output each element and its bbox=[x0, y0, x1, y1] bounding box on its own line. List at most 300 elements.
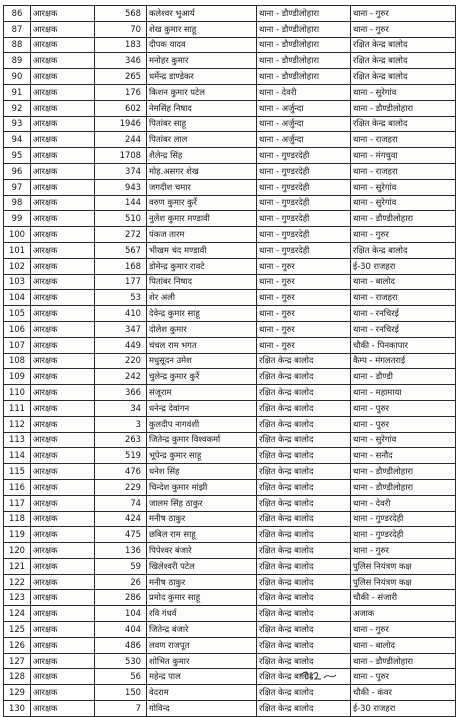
badge-number-cell: 59 bbox=[95, 558, 147, 574]
rank-cell: आरक्षक bbox=[31, 590, 95, 606]
rank-cell: आरक्षक bbox=[31, 543, 95, 559]
employee-name-cell: कुलदीप नागवंशी bbox=[147, 416, 257, 432]
badge-number-cell: 56 bbox=[95, 669, 147, 685]
new-posting-cell: थाना - महामाया bbox=[351, 385, 456, 401]
employee-name-cell: प्रमोद कुमार साहू bbox=[147, 590, 257, 606]
new-posting-cell: थाना - डौण्डीलोहारा bbox=[351, 464, 456, 480]
table-row bbox=[4, 242, 456, 258]
badge-number-cell: 347 bbox=[95, 321, 147, 337]
badge-number-cell: 34 bbox=[95, 400, 147, 416]
serial-number-cell: 110 bbox=[4, 385, 31, 401]
table-row bbox=[4, 653, 456, 669]
current-posting-cell: थाना - अर्जुन्दा bbox=[257, 116, 351, 132]
serial-number-cell: 106 bbox=[4, 321, 31, 337]
employee-name-cell: दीपक यादव bbox=[147, 37, 257, 53]
new-posting-cell: थाना - देवरी bbox=[351, 495, 456, 511]
table-row bbox=[4, 69, 456, 85]
employee-name-cell: शेख कुमार साहू bbox=[147, 21, 257, 37]
badge-number-cell: 70 bbox=[95, 21, 147, 37]
badge-number-cell: 74 bbox=[95, 495, 147, 511]
current-posting-cell: थाना - डौण्डीलोहारा bbox=[257, 6, 351, 22]
document-sheet bbox=[3, 5, 455, 713]
current-posting-cell: रक्षित केन्द्र बालोद bbox=[257, 464, 351, 480]
badge-number-cell: 1708 bbox=[95, 148, 147, 164]
rank-cell: आरक्षक bbox=[31, 163, 95, 179]
current-posting-cell: रक्षित केन्द्र बालोद bbox=[257, 622, 351, 638]
current-posting-cell: थाना - गुण्डरदेही bbox=[257, 163, 351, 179]
current-posting-cell: थाना - गुण्डरदेही bbox=[257, 179, 351, 195]
rank-cell: आरक्षक bbox=[31, 211, 95, 227]
current-posting-cell: रक्षित केन्द्र बालोद bbox=[257, 400, 351, 416]
serial-number-cell: 92 bbox=[4, 100, 31, 116]
table-row bbox=[4, 337, 456, 353]
badge-number-cell: 229 bbox=[95, 479, 147, 495]
employee-name-cell: जितेन्द्र कुमार विश्वकर्मा bbox=[147, 432, 257, 448]
rank-cell: आरक्षक bbox=[31, 416, 95, 432]
rank-cell: आरक्षक bbox=[31, 195, 95, 211]
serial-number-cell: 129 bbox=[4, 685, 31, 701]
serial-number-cell: 114 bbox=[4, 448, 31, 464]
employee-name-cell: मनीष ठाकुर bbox=[147, 511, 257, 527]
badge-number-cell: 7 bbox=[95, 701, 147, 717]
current-posting-cell: रक्षित केन्द्र बालोद bbox=[257, 669, 351, 685]
employee-name-cell: खिलेश्वरी पटेल bbox=[147, 558, 257, 574]
rank-cell: आरक्षक bbox=[31, 306, 95, 322]
employee-name-cell: महेन्द्र पाल bbox=[147, 669, 257, 685]
new-posting-cell: थाना - गुण्डरदेही bbox=[351, 511, 456, 527]
table-row bbox=[4, 163, 456, 179]
employee-name-cell: धर्मेन्द्र डाण्डेकर bbox=[147, 69, 257, 85]
badge-number-cell: 943 bbox=[95, 179, 147, 195]
employee-name-cell: शोभित कुमार bbox=[147, 653, 257, 669]
table-row bbox=[4, 669, 456, 685]
current-posting-cell: रक्षित केन्द्र बालोद bbox=[257, 495, 351, 511]
badge-number-cell: 510 bbox=[95, 211, 147, 227]
badge-number-cell: 602 bbox=[95, 100, 147, 116]
rank-cell: आरक्षक bbox=[31, 479, 95, 495]
table-row bbox=[4, 306, 456, 322]
employee-name-cell: शेर अली bbox=[147, 290, 257, 306]
table-row bbox=[4, 416, 456, 432]
new-posting-cell: थाना - सनौद bbox=[351, 448, 456, 464]
new-posting-cell: रक्षित केन्द्र बालोद bbox=[351, 53, 456, 69]
table-row bbox=[4, 179, 456, 195]
new-posting-cell: चौकी - कंवर bbox=[351, 685, 456, 701]
serial-number-cell: 116 bbox=[4, 479, 31, 495]
current-posting-cell: रक्षित केन्द्र बालोद bbox=[257, 606, 351, 622]
current-posting-cell: रक्षित केन्द्र बालोद bbox=[257, 558, 351, 574]
handwritten-signature bbox=[298, 669, 338, 682]
rank-cell: आरक्षक bbox=[31, 574, 95, 590]
badge-number-cell: 410 bbox=[95, 306, 147, 322]
current-posting-cell: रक्षित केन्द्र बालोद bbox=[257, 590, 351, 606]
new-posting-cell: रक्षित केन्द्र बालोद bbox=[351, 242, 456, 258]
table-row bbox=[4, 495, 456, 511]
table-row bbox=[4, 321, 456, 337]
current-posting-cell: रक्षित केन्द्र बालोद bbox=[257, 653, 351, 669]
current-posting-cell: थाना - गुण्डरदेही bbox=[257, 148, 351, 164]
table-row bbox=[4, 464, 456, 480]
new-posting-cell: ई-30 राजहरा bbox=[351, 258, 456, 274]
serial-number-cell: 104 bbox=[4, 290, 31, 306]
current-posting-cell: थाना - अर्जुन्दा bbox=[257, 132, 351, 148]
current-posting-cell: थाना - अर्जुन्दा bbox=[257, 100, 351, 116]
serial-number-cell: 130 bbox=[4, 701, 31, 717]
rank-cell: आरक्षक bbox=[31, 84, 95, 100]
serial-number-cell: 99 bbox=[4, 211, 31, 227]
serial-number-cell: 115 bbox=[4, 464, 31, 480]
rank-cell: आरक्षक bbox=[31, 385, 95, 401]
rank-cell: आरक्षक bbox=[31, 400, 95, 416]
employee-name-cell: पिपेश्वर बंजारे bbox=[147, 543, 257, 559]
serial-number-cell: 90 bbox=[4, 69, 31, 85]
rank-cell: आरक्षक bbox=[31, 337, 95, 353]
rank-cell: आरक्षक bbox=[31, 464, 95, 480]
serial-number-cell: 93 bbox=[4, 116, 31, 132]
employee-name-cell: गोविन्द bbox=[147, 701, 257, 717]
new-posting-cell: रक्षित केन्द्र बालोद bbox=[351, 37, 456, 53]
new-posting-cell: थाना - गुरुर bbox=[351, 21, 456, 37]
new-posting-cell: पुलिस नियंत्रण कक्ष bbox=[351, 574, 456, 590]
current-posting-cell: थाना - गुरुर bbox=[257, 258, 351, 274]
current-posting-cell: थाना - गुरुर bbox=[257, 306, 351, 322]
serial-number-cell: 118 bbox=[4, 511, 31, 527]
new-posting-cell: थाना - डौण्डीलोहारा bbox=[351, 211, 456, 227]
current-posting-cell: थाना - गुण्डरदेही bbox=[257, 242, 351, 258]
rank-cell: आरक्षक bbox=[31, 148, 95, 164]
serial-number-cell: 97 bbox=[4, 179, 31, 195]
employee-name-cell: चुलेन्द्र कुमार कुर्रे bbox=[147, 369, 257, 385]
badge-number-cell: 486 bbox=[95, 637, 147, 653]
current-posting-cell: रक्षित केन्द्र बालोद bbox=[257, 527, 351, 543]
serial-number-cell: 88 bbox=[4, 37, 31, 53]
employee-name-cell: जितेन्द्र बंजारे bbox=[147, 622, 257, 638]
serial-number-cell: 102 bbox=[4, 258, 31, 274]
rank-cell: आरक्षक bbox=[31, 132, 95, 148]
serial-number-cell: 111 bbox=[4, 400, 31, 416]
serial-number-cell: 125 bbox=[4, 622, 31, 638]
serial-number-cell: 108 bbox=[4, 353, 31, 369]
serial-number-cell: 123 bbox=[4, 590, 31, 606]
serial-number-cell: 128 bbox=[4, 669, 31, 685]
rank-cell: आरक्षक bbox=[31, 653, 95, 669]
badge-number-cell: 53 bbox=[95, 290, 147, 306]
rank-cell: आरक्षक bbox=[31, 179, 95, 195]
new-posting-cell: थाना - रनचिरई bbox=[351, 321, 456, 337]
serial-number-cell: 107 bbox=[4, 337, 31, 353]
current-posting-cell: रक्षित केन्द्र बालोद bbox=[257, 448, 351, 464]
new-posting-cell: अजाक bbox=[351, 606, 456, 622]
table-row bbox=[4, 685, 456, 701]
new-posting-cell: थाना - डौण्डी bbox=[351, 369, 456, 385]
new-posting-cell: थाना - राजहरा bbox=[351, 290, 456, 306]
serial-number-cell: 121 bbox=[4, 558, 31, 574]
table-row bbox=[4, 53, 456, 69]
current-posting-cell: रक्षित केन्द्र बालोद bbox=[257, 479, 351, 495]
employee-name-cell: लवण राजपूत bbox=[147, 637, 257, 653]
current-posting-cell: रक्षित केन्द्र बालोद bbox=[257, 353, 351, 369]
table-row bbox=[4, 606, 456, 622]
table-row bbox=[4, 148, 456, 164]
table-row bbox=[4, 353, 456, 369]
serial-number-cell: 98 bbox=[4, 195, 31, 211]
table-row bbox=[4, 21, 456, 37]
badge-number-cell: 144 bbox=[95, 195, 147, 211]
serial-number-cell: 101 bbox=[4, 242, 31, 258]
rank-cell: आरक्षक bbox=[31, 69, 95, 85]
employee-name-cell: धनेन्द्र देवांगन bbox=[147, 400, 257, 416]
rank-cell: आरक्षक bbox=[31, 685, 95, 701]
employee-name-cell: मोह.असगर शेख bbox=[147, 163, 257, 179]
new-posting-cell: थाना - पुरुर bbox=[351, 669, 456, 685]
employee-name-cell: मधुसूदन उमेश bbox=[147, 353, 257, 369]
new-posting-cell: थाना - राजहरा bbox=[351, 132, 456, 148]
new-posting-cell: थाना - डौण्डीलोहारा bbox=[351, 100, 456, 116]
table-row bbox=[4, 132, 456, 148]
table-row bbox=[4, 622, 456, 638]
badge-number-cell: 183 bbox=[95, 37, 147, 53]
current-posting-cell: थाना - डौण्डीलोहारा bbox=[257, 21, 351, 37]
current-posting-cell: रक्षित केन्द्र बालोद bbox=[257, 574, 351, 590]
employee-name-cell: धनेश सिंह bbox=[147, 464, 257, 480]
current-posting-cell: थाना - गुरुर bbox=[257, 337, 351, 353]
new-posting-cell: थाना - गुरुर bbox=[351, 6, 456, 22]
table-row bbox=[4, 448, 456, 464]
employee-name-cell: डोमेन्द्र कुमार रावटे bbox=[147, 258, 257, 274]
rank-cell: आरक्षक bbox=[31, 558, 95, 574]
rank-cell: आरक्षक bbox=[31, 432, 95, 448]
current-posting-cell: रक्षित केन्द्र बालोद bbox=[257, 685, 351, 701]
new-posting-cell: थाना - बालोद bbox=[351, 274, 456, 290]
new-posting-cell: थाना - सुरेगांव bbox=[351, 179, 456, 195]
new-posting-cell: रक्षित केन्द्र बालोद bbox=[351, 116, 456, 132]
badge-number-cell: 475 bbox=[95, 527, 147, 543]
badge-number-cell: 136 bbox=[95, 543, 147, 559]
table-row bbox=[4, 637, 456, 653]
rank-cell: आरक्षक bbox=[31, 116, 95, 132]
badge-number-cell: 424 bbox=[95, 511, 147, 527]
rank-cell: आरक्षक bbox=[31, 274, 95, 290]
rank-cell: आरक्षक bbox=[31, 37, 95, 53]
new-posting-cell: थाना - पुरुर bbox=[351, 400, 456, 416]
table-row bbox=[4, 116, 456, 132]
table-body bbox=[4, 6, 456, 717]
current-posting-cell: रक्षित केन्द्र बालोद bbox=[257, 432, 351, 448]
badge-number-cell: 263 bbox=[95, 432, 147, 448]
current-posting-cell: थाना - गुण्डरदेही bbox=[257, 227, 351, 243]
rank-cell: आरक्षक bbox=[31, 227, 95, 243]
badge-number-cell: 568 bbox=[95, 6, 147, 22]
new-posting-cell: थाना - डौण्डीलोहारा bbox=[351, 653, 456, 669]
new-posting-cell: थाना - सुरेगांव bbox=[351, 84, 456, 100]
employee-name-cell: रवि गंधर्व bbox=[147, 606, 257, 622]
rank-cell: आरक्षक bbox=[31, 290, 95, 306]
serial-number-cell: 117 bbox=[4, 495, 31, 511]
rank-cell: आरक्षक bbox=[31, 527, 95, 543]
new-posting-cell: थाना - गुण्डरदेही bbox=[351, 527, 456, 543]
serial-number-cell: 126 bbox=[4, 637, 31, 653]
table-row bbox=[4, 84, 456, 100]
badge-number-cell: 220 bbox=[95, 353, 147, 369]
badge-number-cell: 242 bbox=[95, 369, 147, 385]
badge-number-cell: 286 bbox=[95, 590, 147, 606]
serial-number-cell: 87 bbox=[4, 21, 31, 37]
rank-cell: आरक्षक bbox=[31, 669, 95, 685]
employee-name-cell: पितांबर निषाद bbox=[147, 274, 257, 290]
badge-number-cell: 150 bbox=[95, 685, 147, 701]
table-row bbox=[4, 290, 456, 306]
serial-number-cell: 120 bbox=[4, 543, 31, 559]
employee-name-cell: संजूराम bbox=[147, 385, 257, 401]
badge-number-cell: 374 bbox=[95, 163, 147, 179]
employee-name-cell: मनोहर कुमार bbox=[147, 53, 257, 69]
current-posting-cell: रक्षित केन्द्र बालोद bbox=[257, 511, 351, 527]
serial-number-cell: 103 bbox=[4, 274, 31, 290]
employee-name-cell: भीखम चंद मण्डावी bbox=[147, 242, 257, 258]
serial-number-cell: 109 bbox=[4, 369, 31, 385]
rank-cell: आरक्षक bbox=[31, 622, 95, 638]
new-posting-cell: थाना - सुरेगांव bbox=[351, 432, 456, 448]
table-row bbox=[4, 479, 456, 495]
table-row bbox=[4, 432, 456, 448]
serial-number-cell: 124 bbox=[4, 606, 31, 622]
employee-name-cell: मनीष ठाकुर bbox=[147, 574, 257, 590]
badge-number-cell: 265 bbox=[95, 69, 147, 85]
rank-cell: आरक्षक bbox=[31, 21, 95, 37]
rank-cell: आरक्षक bbox=[31, 100, 95, 116]
serial-number-cell: 119 bbox=[4, 527, 31, 543]
rank-cell: आरक्षक bbox=[31, 258, 95, 274]
employee-name-cell: नुलेश कुमार मण्डावी bbox=[147, 211, 257, 227]
table-row bbox=[4, 511, 456, 527]
table-row bbox=[4, 400, 456, 416]
new-posting-cell: पुलिस नियंत्रण कक्ष bbox=[351, 558, 456, 574]
new-posting-cell: थाना - गुरुर bbox=[351, 227, 456, 243]
table-row bbox=[4, 701, 456, 717]
new-posting-cell: ई-30 राजहरा bbox=[351, 701, 456, 717]
employee-name-cell: छबिल राम साहू bbox=[147, 527, 257, 543]
employee-name-cell: दोलेश कुमार bbox=[147, 321, 257, 337]
rank-cell: आरक्षक bbox=[31, 511, 95, 527]
badge-number-cell: 177 bbox=[95, 274, 147, 290]
badge-number-cell: 404 bbox=[95, 622, 147, 638]
rank-cell: आरक्षक bbox=[31, 701, 95, 717]
table-row bbox=[4, 37, 456, 53]
badge-number-cell: 567 bbox=[95, 242, 147, 258]
new-posting-cell: थाना - गुरुर bbox=[351, 622, 456, 638]
table-row bbox=[4, 543, 456, 559]
new-posting-cell: थाना - डौण्डीलोहारा bbox=[351, 479, 456, 495]
employee-name-cell: वेदराम bbox=[147, 685, 257, 701]
new-posting-cell: थाना - मंगचुवा bbox=[351, 148, 456, 164]
serial-number-cell: 94 bbox=[4, 132, 31, 148]
current-posting-cell: रक्षित केन्द्र बालोद bbox=[257, 416, 351, 432]
serial-number-cell: 86 bbox=[4, 6, 31, 22]
table-row bbox=[4, 574, 456, 590]
rank-cell: आरक्षक bbox=[31, 321, 95, 337]
new-posting-cell: थाना - सुरेगांव bbox=[351, 195, 456, 211]
employee-name-cell: चंचल राम भगत bbox=[147, 337, 257, 353]
serial-number-cell: 96 bbox=[4, 163, 31, 179]
employee-name-cell: कलेश्वर भुआर्य bbox=[147, 6, 257, 22]
employee-name-cell: नेमसिंह निषाद bbox=[147, 100, 257, 116]
rank-cell: आरक्षक bbox=[31, 495, 95, 511]
new-posting-cell: थाना - बालोद bbox=[351, 637, 456, 653]
serial-number-cell: 105 bbox=[4, 306, 31, 322]
employee-name-cell: पंकज तारम bbox=[147, 227, 257, 243]
table-row bbox=[4, 558, 456, 574]
current-posting-cell: रक्षित केन्द्र बालोद bbox=[257, 369, 351, 385]
current-posting-cell: थाना - डौण्डीलोहारा bbox=[257, 37, 351, 53]
rank-cell: आरक्षक bbox=[31, 53, 95, 69]
employee-name-cell: पितांबर साहू bbox=[147, 116, 257, 132]
table-row bbox=[4, 369, 456, 385]
new-posting-cell: थाना - गुरुर bbox=[351, 543, 456, 559]
employee-name-cell: किशन कुमार पटेल bbox=[147, 84, 257, 100]
employee-name-cell: वरुण कुमार कुर्रे bbox=[147, 195, 257, 211]
current-posting-cell: रक्षित केन्द्र बालोद bbox=[257, 637, 351, 653]
current-posting-cell: थाना - देवरी bbox=[257, 84, 351, 100]
transfer-table bbox=[3, 5, 456, 717]
employee-name-cell: जालम सिंह ठाकुर bbox=[147, 495, 257, 511]
badge-number-cell: 449 bbox=[95, 337, 147, 353]
badge-number-cell: 1946 bbox=[95, 116, 147, 132]
table-row bbox=[4, 274, 456, 290]
rank-cell: आरक्षक bbox=[31, 369, 95, 385]
new-posting-cell: कैम्प - मंगलतराई bbox=[351, 353, 456, 369]
table-row bbox=[4, 211, 456, 227]
current-posting-cell: थाना - डौण्डीलोहारा bbox=[257, 69, 351, 85]
serial-number-cell: 127 bbox=[4, 653, 31, 669]
rank-cell: आरक्षक bbox=[31, 353, 95, 369]
table-row bbox=[4, 227, 456, 243]
rank-cell: आरक्षक bbox=[31, 448, 95, 464]
badge-number-cell: 26 bbox=[95, 574, 147, 590]
badge-number-cell: 244 bbox=[95, 132, 147, 148]
badge-number-cell: 519 bbox=[95, 448, 147, 464]
current-posting-cell: थाना - गुरुर bbox=[257, 274, 351, 290]
table-row bbox=[4, 195, 456, 211]
rank-cell: आरक्षक bbox=[31, 637, 95, 653]
badge-number-cell: 104 bbox=[95, 606, 147, 622]
new-posting-cell: चौकी - संजारी bbox=[351, 590, 456, 606]
current-posting-cell: रक्षित केन्द्र बालोद bbox=[257, 701, 351, 717]
new-posting-cell: चौकी - पिनकापार bbox=[351, 337, 456, 353]
new-posting-cell: थाना - रनचिरई bbox=[351, 306, 456, 322]
current-posting-cell: थाना - डौण्डीलोहारा bbox=[257, 53, 351, 69]
current-posting-cell: रक्षित केन्द्र बालोद bbox=[257, 385, 351, 401]
badge-number-cell: 530 bbox=[95, 653, 147, 669]
employee-name-cell: जगदीश चमार bbox=[147, 179, 257, 195]
new-posting-cell: थाना - राजहरा bbox=[351, 163, 456, 179]
table-row bbox=[4, 385, 456, 401]
employee-name-cell: चिन्देश कुमार मांझी bbox=[147, 479, 257, 495]
table-row bbox=[4, 258, 456, 274]
table-row bbox=[4, 527, 456, 543]
current-posting-cell: थाना - गुरुर bbox=[257, 290, 351, 306]
rank-cell: आरक्षक bbox=[31, 242, 95, 258]
current-posting-cell: थाना - गुण्डरदेही bbox=[257, 211, 351, 227]
employee-name-cell: भूपेन्द्र कुमार साहू bbox=[147, 448, 257, 464]
serial-number-cell: 89 bbox=[4, 53, 31, 69]
new-posting-cell: रक्षित केन्द्र बालोद bbox=[351, 69, 456, 85]
badge-number-cell: 476 bbox=[95, 464, 147, 480]
table-row bbox=[4, 100, 456, 116]
current-posting-cell: थाना - गुण्डरदेही bbox=[257, 195, 351, 211]
badge-number-cell: 168 bbox=[95, 258, 147, 274]
employee-name-cell: देवेन्द्र कुमार साहू bbox=[147, 306, 257, 322]
employee-name-cell: शैलेन्द्र सिंह bbox=[147, 148, 257, 164]
